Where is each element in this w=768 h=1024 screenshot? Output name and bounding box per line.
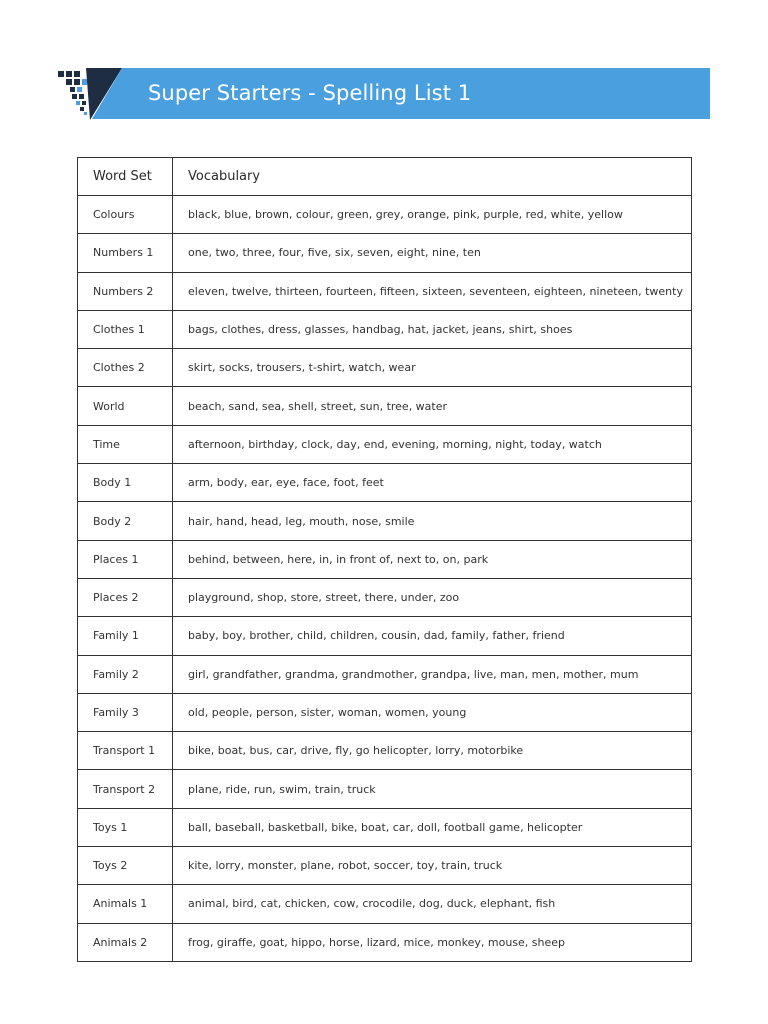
vocabulary-cell: ball, baseball, basketball, bike, boat, car, doll, football game, helicopter bbox=[173, 808, 692, 846]
word-set-cell: Body 2 bbox=[78, 502, 173, 540]
vocabulary-cell: hair, hand, head, leg, mouth, nose, smile bbox=[173, 502, 692, 540]
word-set-cell: Transport 1 bbox=[78, 732, 173, 770]
vocabulary-cell: black, blue, brown, colour, green, grey, orange, pink, purple, red, white, yellow bbox=[173, 196, 692, 234]
word-set-cell: Body 1 bbox=[78, 464, 173, 502]
word-set-cell: Family 3 bbox=[78, 693, 173, 731]
word-set-cell: Clothes 2 bbox=[78, 349, 173, 387]
table-row bbox=[78, 310, 692, 348]
word-set-cell: Clothes 1 bbox=[78, 310, 173, 348]
word-set-cell: Colours bbox=[78, 196, 173, 234]
word-set-cell: Animals 1 bbox=[78, 885, 173, 923]
vocabulary-cell: behind, between, here, in, in front of, next to, on, park bbox=[173, 540, 692, 578]
table-row bbox=[78, 847, 692, 885]
table-row bbox=[78, 655, 692, 693]
table-row bbox=[78, 425, 692, 463]
vocabulary-cell: baby, boy, brother, child, children, cousin, dad, family, father, friend bbox=[173, 617, 692, 655]
table-row bbox=[78, 770, 692, 808]
vocabulary-cell: afternoon, birthday, clock, day, end, evening, morning, night, today, watch bbox=[173, 425, 692, 463]
vocabulary-cell: one, two, three, four, five, six, seven, eight, nine, ten bbox=[173, 234, 692, 272]
column-header-word-set: Word Set bbox=[78, 158, 173, 196]
vocabulary-cell: bike, boat, bus, car, drive, fly, go helicopter, lorry, motorbike bbox=[173, 732, 692, 770]
word-set-cell: Family 2 bbox=[78, 655, 173, 693]
table-row bbox=[78, 272, 692, 310]
vocabulary-cell: arm, body, ear, eye, face, foot, feet bbox=[173, 464, 692, 502]
table-row bbox=[78, 234, 692, 272]
table-header-row bbox=[78, 158, 692, 196]
table-row bbox=[78, 808, 692, 846]
vocabulary-cell: frog, giraffe, goat, hippo, horse, lizard, mice, monkey, mouse, sheep bbox=[173, 923, 692, 961]
vocabulary-cell: playground, shop, store, street, there, under, zoo bbox=[173, 578, 692, 616]
spelling-table-container bbox=[77, 157, 691, 962]
vocabulary-cell: bags, clothes, dress, glasses, handbag, hat, jacket, jeans, shirt, shoes bbox=[173, 310, 692, 348]
vocabulary-cell: animal, bird, cat, chicken, cow, crocodile, dog, duck, elephant, fish bbox=[173, 885, 692, 923]
vocabulary-cell: eleven, twelve, thirteen, fourteen, fifteen, sixteen, seventeen, eighteen, nineteen, twenty bbox=[173, 272, 692, 310]
table-row bbox=[78, 923, 692, 961]
word-set-cell: Family 1 bbox=[78, 617, 173, 655]
word-set-cell: Places 1 bbox=[78, 540, 173, 578]
table-row bbox=[78, 578, 692, 616]
vocabulary-cell: plane, ride, run, swim, train, truck bbox=[173, 770, 692, 808]
page-title: Super Starters - Spelling List 1 bbox=[148, 81, 472, 105]
word-set-cell: Time bbox=[78, 425, 173, 463]
table-row bbox=[78, 617, 692, 655]
table-row bbox=[78, 732, 692, 770]
word-set-cell: Toys 2 bbox=[78, 847, 173, 885]
vocabulary-cell: skirt, socks, trousers, t-shirt, watch, wear bbox=[173, 349, 692, 387]
vocabulary-cell: girl, grandfather, grandma, grandmother, grandpa, live, man, men, mother, mum bbox=[173, 655, 692, 693]
word-set-cell: Places 2 bbox=[78, 578, 173, 616]
word-set-cell: Animals 2 bbox=[78, 923, 173, 961]
table-row bbox=[78, 349, 692, 387]
spelling-table bbox=[77, 157, 692, 962]
word-set-cell: World bbox=[78, 387, 173, 425]
table-row bbox=[78, 502, 692, 540]
table-row bbox=[78, 464, 692, 502]
table-row bbox=[78, 885, 692, 923]
table-row bbox=[78, 196, 692, 234]
word-set-cell: Numbers 2 bbox=[78, 272, 173, 310]
table-row bbox=[78, 387, 692, 425]
table-row bbox=[78, 540, 692, 578]
word-set-cell: Transport 2 bbox=[78, 770, 173, 808]
vocabulary-cell: old, people, person, sister, woman, women, young bbox=[173, 693, 692, 731]
vocabulary-cell: beach, sand, sea, shell, street, sun, tree, water bbox=[173, 387, 692, 425]
table-row bbox=[78, 693, 692, 731]
column-header-vocabulary: Vocabulary bbox=[173, 158, 692, 196]
word-set-cell: Numbers 1 bbox=[78, 234, 173, 272]
word-set-cell: Toys 1 bbox=[78, 808, 173, 846]
vocabulary-cell: kite, lorry, monster, plane, robot, soccer, toy, train, truck bbox=[173, 847, 692, 885]
